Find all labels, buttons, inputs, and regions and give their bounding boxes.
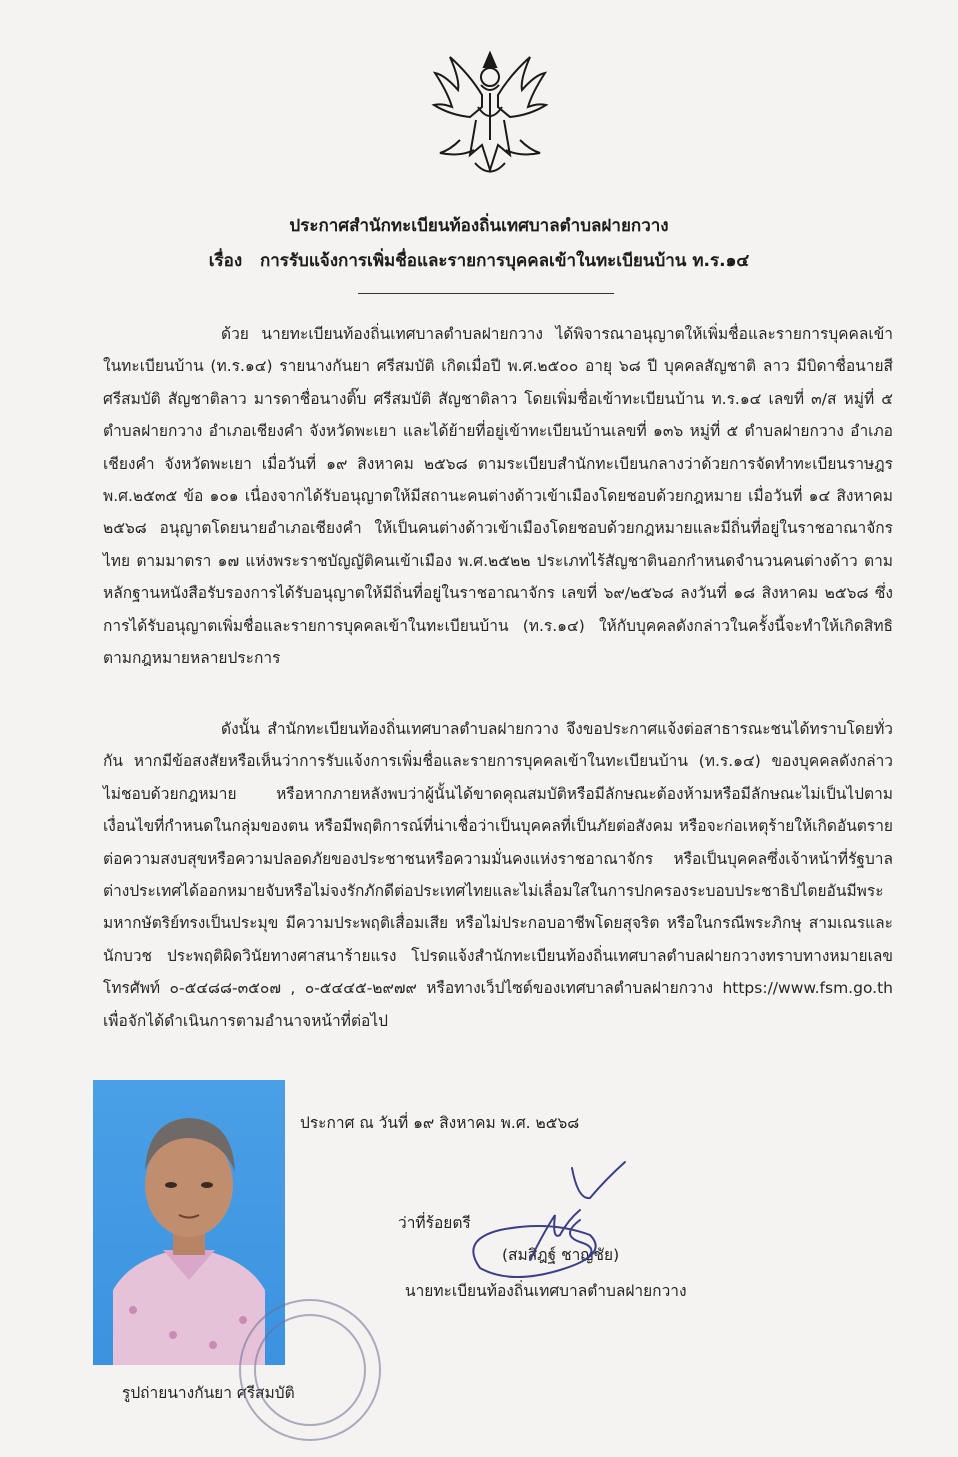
handwritten-signature xyxy=(440,1140,640,1290)
official-stamp xyxy=(230,1290,390,1450)
subject-text: การรับแจ้งการเพิ่มชื่อและรายการบุคคลเข้าในทะเบียนบ้าน ท.ร.๑๔ xyxy=(259,251,750,271)
announcement-title: ประกาศสำนักทะเบียนท้องถิ่นเทศบาลตำบลฝายกวาง xyxy=(289,216,669,236)
garuda-emblem-icon xyxy=(430,45,550,180)
signer-rank: ว่าที่ร้อยตรี xyxy=(398,1214,471,1232)
announcement-subject xyxy=(0,247,958,274)
signer-name: (สมสิฎฐ์ ชาญชัย) xyxy=(502,1246,620,1264)
body-paragraph-1 xyxy=(103,318,893,674)
paragraph-1-text: ด้วย นายทะเบียนท้องถิ่นเทศบาลตำบลฝายกวาง ได้พิจารณาอนุญาตให้เพิ่มชื่อและรายการบุคคลเข้าในทะเบียนบ้าน (ท.ร.๑๔) รายนางกันยา ศรีสมบัติ เกิดเมื่อปี พ.ศ.๒๕๐๐ อายุ ๖๘ ปี บุคคลสัญชาติ ลาว มีบิดาชื่อนายสี ศรีสมบัติ สัญชาติลาว มารดาชื่อนางติ๊บ ศรีสมบัติ สัญชาติลาว โดยเพิ่มชื่อเข้าทะเบียนบ้าน ท.ร.๑๔ เลขที่ ๓/ส หมู่ที่ ๕ ตำบลฝายกวาง อำเภอเชียงคำ จังหวัดพะเยา และได้ย้ายที่อยู่เข้าทะเบียนบ้านเลขที่ ๑๓๖ หมู่ที่ ๕ ตำบลฝายกวาง อำเภอเชียงคำ จังหวัดพะเยา เมื่อวันที่ ๑๙ สิงหาคม ๒๕๖๘ ตามระเบียบสำนักทะเบียนกลางว่าด้วยการจัดทำทะเบียนราษฎร พ.ศ.๒๕๓๕ ข้อ ๑๐๑ เนื่องจากได้รับอนุญาตให้มีสถานะคนต่างด้าวเข้าเมืองโดยชอบด้วยกฎหมาย เมื่อวันที่ ๑๔ สิงหาคม ๒๕๖๘ อนุญาตโดยนายอำเภอเชียงคำ ให้เป็นคนต่างด้าวเข้าเมืองโดยชอบด้วยกฎหมายและมีถิ่นที่อยู่ในราชอาณาจักรไทย ตามมาตรา ๑๗ แห่งพระราชบัญญัติคนเข้าเมือง พ.ศ.๒๕๒๒ ประเภทไร้สัญชาตินอกกำหนดจำนวนคนต่างด้าว ตามหลักฐานหนังสือรับรองการได้รับอนุญาตให้มีถิ่นที่อยู่ในราชอาณาจักร เลขที่ ๖๙/๒๕๖๘ ลงวันที่ ๑๘ สิงหาคม ๒๕๖๘ ซึ่งการได้รับอนุญาตเพิ่มชื่อและรายการบุคคลเข้าในทะเบียนบ้าน (ท.ร.๑๔) ให้กับบุคคลดังกล่าวในครั้งนี้จะทำให้เกิดสิทธิตามกฎหมายหลายประการ xyxy=(103,325,893,668)
photo-caption: รูปถ่ายนางกันยา ศรีสมบัติ xyxy=(122,1384,295,1402)
subject-label: เรื่อง xyxy=(208,251,243,271)
paragraph-2-text: ดังนั้น สำนักทะเบียนท้องถิ่นเทศบาลตำบลฝายกวาง จึงขอประกาศแจ้งต่อสาธารณะชนได้ทราบโดยทั่วกัน หากมีข้อสงสัยหรือเห็นว่าการรับแจ้งการเพิ่มชื่อและรายการบุคคลเข้าในทะเบียนบ้าน (ท.ร.๑๔) ของบุคคลดังกล่าวไม่ชอบด้วยกฎหมาย หรือหากภายหลังพบว่าผู้นั้นได้ขาดคุณสมบัติหรือมีลักษณะต้องห้ามหรือมีลักษณะไม่เป็นไปตามเงื่อนไขที่กำหนดในกลุ่มของตน หรือมีพฤติการณ์ที่น่าเชื่อว่าเป็นบุคคลที่เป็นภัยต่อสังคม หรือจะก่อเหตุร้ายให้เกิดอันตรายต่อความสงบสุขหรือความปลอดภัยของประชาชนหรือความมั่นคงแห่งราชอาณาจักร หรือเป็นบุคคลซึ่งเจ้าหน้าที่รัฐบาลต่างประเทศได้ออกหมายจับหรือไม่จงรักภักดีต่อประเทศไทยและไม่เลื่อมใสในการปกครองระบอบประชาธิปไตยอันมีพระมหากษัตริย์ทรงเป็นประมุข มีความประพฤติเสื่อมเสีย หรือไม่ประกอบอาชีพโดยสุจริต หรือในกรณีพระภิกษุ สามเณรและนักบวช ประพฤติผิดวินัยทางศาสนาร้ายแรง โปรดแจ้งสำนักทะเบียนท้องถิ่นเทศบาลตำบลฝายกวางทราบทางหมายเลขโทรศัพท์ ๐-๕๔๘๘-๓๕๐๗ , ๐-๕๔๔๕-๒๙๗๙ หรือทางเว็ปไซต์ของเทศบาลตำบลฝายกวาง https://www.fsm.go.th เพื่อจักได้ดำเนินการตามอำนาจหน้าที่ต่อไป xyxy=(103,720,893,1030)
title-divider xyxy=(358,293,614,294)
announcement-date: ประกาศ ณ วันที่ ๑๙ สิงหาคม พ.ศ. ๒๕๖๘ xyxy=(300,1114,580,1132)
signer-title: นายทะเบียนท้องถิ่นเทศบาลตำบลฝายกวาง xyxy=(405,1282,687,1300)
body-paragraph-2 xyxy=(103,713,893,1037)
